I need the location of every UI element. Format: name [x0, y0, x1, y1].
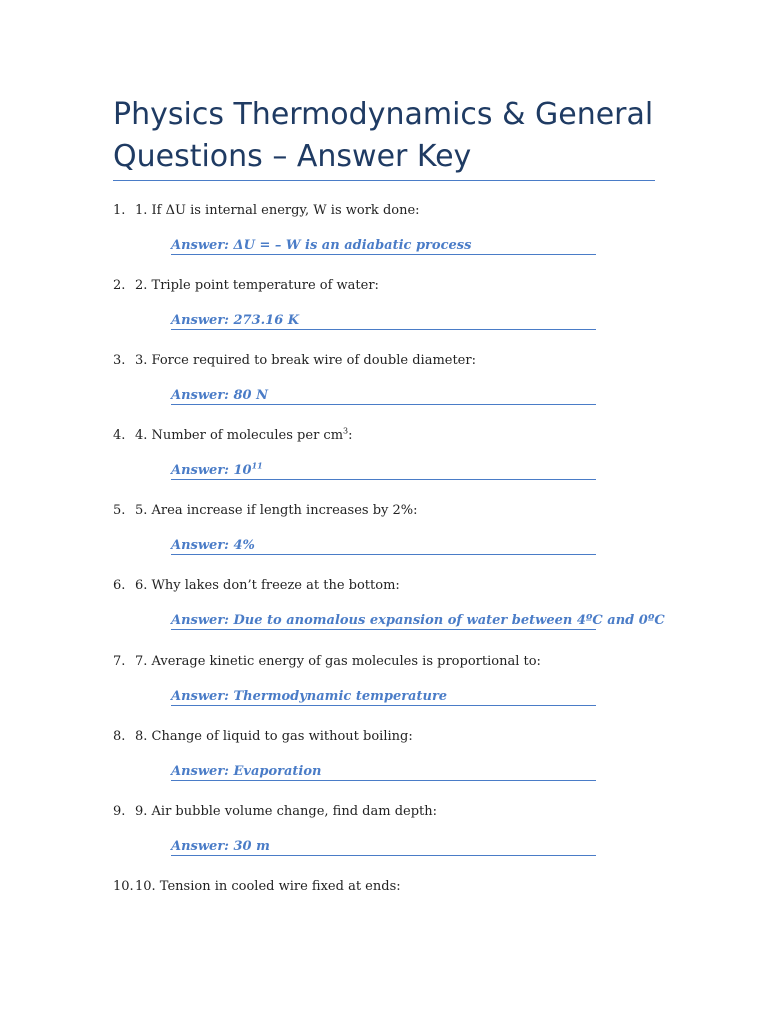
answer-text: Answer: 80 N — [171, 388, 268, 403]
answer-field — [171, 835, 596, 856]
superscript: 3 — [343, 426, 349, 436]
answer-field — [171, 309, 596, 330]
question-item — [113, 578, 673, 638]
answer-text: Answer: ΔU = – W is an adiabatic process — [171, 238, 472, 253]
question-text: 3. Force required to break wire of double diameter: — [135, 353, 476, 368]
answer-text — [171, 460, 263, 478]
title-line-1: Physics Thermodynamics & General — [113, 97, 654, 132]
answer-text: Answer: Thermodynamic temperature — [171, 689, 448, 704]
question-text: 8. Change of liquid to gas without boiling: — [135, 729, 413, 744]
question-text: 5. Area increase if length increases by 2%: — [135, 503, 418, 518]
question-text: 1. If ΔU is internal energy, W is work done: — [135, 203, 420, 218]
question-text: 10. Tension in cooled wire fixed at ends: — [135, 879, 401, 894]
question-item — [113, 654, 673, 714]
question-number: 5. — [113, 503, 126, 518]
question-item — [113, 503, 673, 563]
question-text: 6. Why lakes don’t freeze at the bottom: — [135, 578, 400, 593]
answer-text-main: Answer: 10 — [171, 463, 252, 478]
question-number: 2. — [113, 278, 126, 293]
question-number: 1. — [113, 203, 126, 218]
question-text: 2. Triple point temperature of water: — [135, 278, 379, 293]
question-text — [135, 428, 353, 444]
question-item — [113, 804, 673, 864]
question-text-main: 4. Number of molecules per cm — [135, 428, 344, 443]
answer-field — [171, 384, 596, 405]
answer-text: Answer: 273.16 K — [171, 313, 300, 328]
question-number: 3. — [113, 353, 126, 368]
question-number: 7. — [113, 654, 126, 669]
title-line-2: Questions – Answer Key — [113, 139, 472, 174]
answer-text: Answer: Evaporation — [171, 764, 322, 779]
title-divider — [113, 180, 655, 181]
answer-text: Answer: 4% — [171, 538, 255, 553]
answer-field — [171, 234, 596, 255]
answer-field — [171, 459, 596, 480]
question-item — [113, 428, 673, 488]
question-item — [113, 729, 673, 789]
answer-field — [171, 685, 596, 706]
document-title — [113, 94, 673, 178]
answer-text: Answer: 30 m — [171, 839, 270, 854]
question-item — [113, 203, 673, 263]
question-number: 9. — [113, 804, 126, 819]
question-text-end: : — [348, 428, 353, 443]
question-text: 7. Average kinetic energy of gas molecules is proportional to: — [135, 654, 541, 669]
answer-text: Answer: Due to anomalous expansion of water between 4ºC and 0ºC — [171, 613, 665, 628]
question-number: 4. — [113, 428, 126, 443]
question-text: 9. Air bubble volume change, find dam depth: — [135, 804, 438, 819]
answer-field — [171, 760, 596, 781]
question-number: 8. — [113, 729, 126, 744]
question-item — [113, 278, 673, 338]
answer-field — [171, 534, 596, 555]
answer-field — [171, 609, 665, 630]
answer-superscript: 11 — [251, 460, 263, 471]
question-number: 10. — [113, 879, 134, 894]
question-number: 6. — [113, 578, 126, 593]
question-item — [113, 879, 673, 939]
question-item — [113, 353, 673, 413]
